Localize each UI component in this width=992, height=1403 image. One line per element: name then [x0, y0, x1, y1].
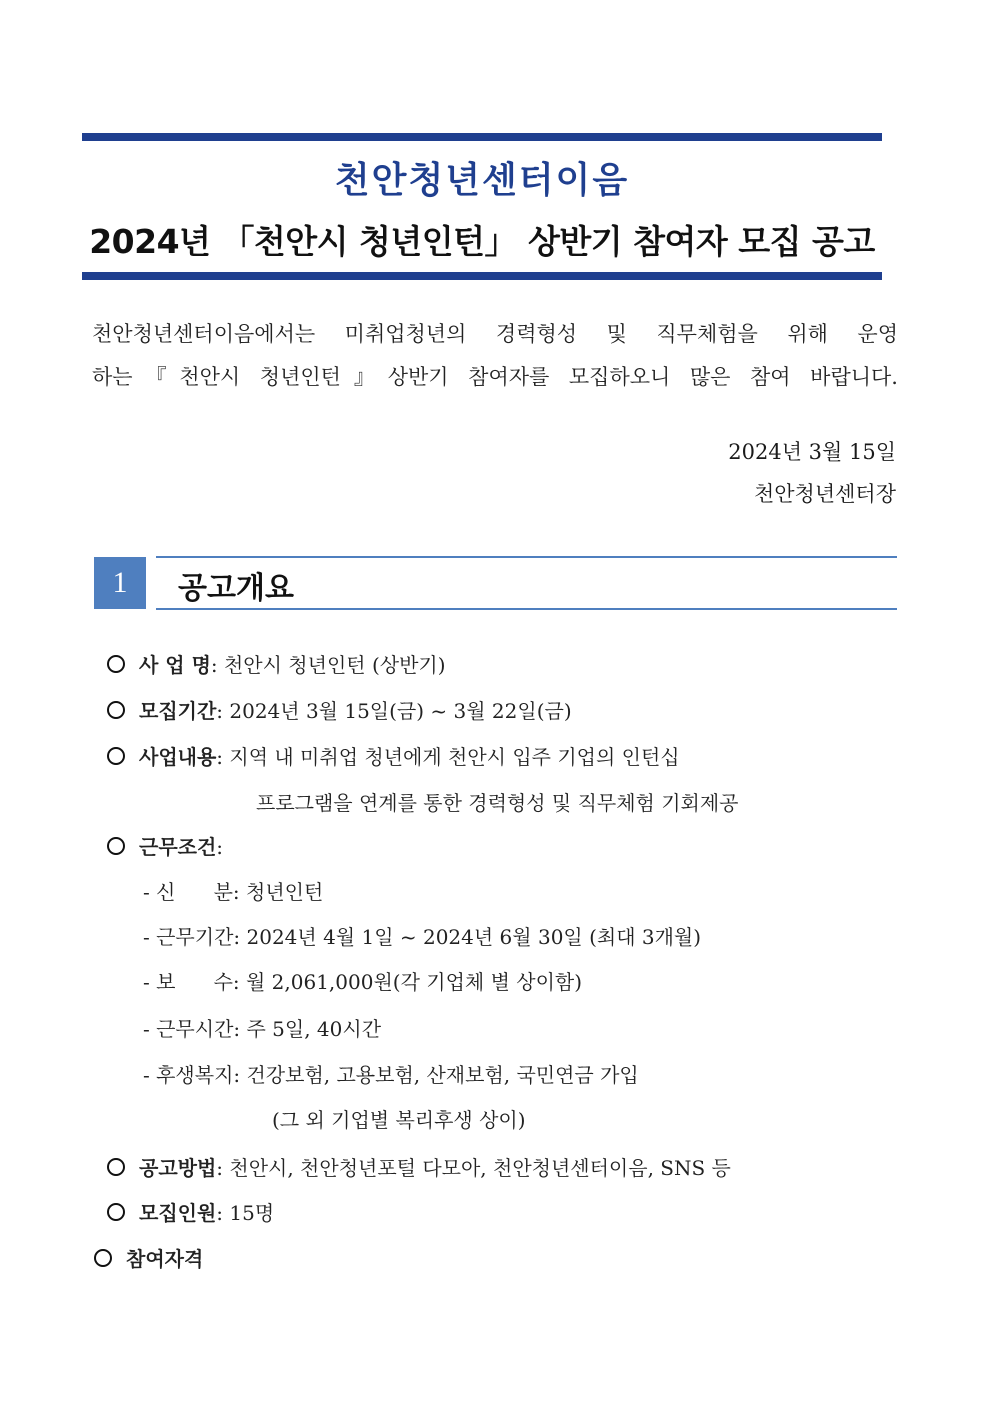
section-top-rule — [156, 556, 897, 558]
signer: 천안청년센터장 — [753, 482, 896, 506]
circle-bullet-icon — [107, 701, 125, 719]
intro-line-2: 하는『천안시 청년인턴』상반기 참여자를 모집하오니 많은 참여 바랍니다. — [92, 365, 898, 389]
item-label: 모집기간 — [139, 699, 217, 723]
list-item-business-content — [107, 741, 680, 770]
circle-bullet-icon — [107, 1203, 125, 1221]
organization-name: 천안청년센터이음 — [334, 160, 630, 201]
item-label: 근무조건 — [139, 835, 217, 859]
list-item-business-name — [107, 649, 446, 678]
list-item-qualification — [94, 1243, 203, 1272]
item-value: : — [216, 835, 224, 859]
circle-bullet-icon — [94, 1249, 112, 1267]
item-value: : 천안시 청년인턴 (상반기) — [210, 653, 446, 677]
section-title: 공고개요 — [178, 571, 294, 606]
qualification-label: 참여자격 — [126, 1247, 204, 1271]
item-label: 공고방법 — [139, 1156, 217, 1180]
business-content-continuation: 프로그램을 연계를 통한 경력형성 및 직무체험 기회제공 — [256, 791, 739, 815]
list-item-work-conditions — [107, 831, 223, 860]
item-value: : 15명 — [216, 1201, 275, 1225]
item-value: : 2024년 3월 15일(금) ~ 3월 22일(금) — [216, 699, 572, 723]
condition-welfare: - 후생복지: 건강보험, 고용보험, 산재보험, 국민연금 가입 — [143, 1063, 639, 1087]
condition-status: - 신 분: 청년인턴 — [143, 880, 324, 904]
item-value: : 천안시, 천안청년포털 다모아, 천안청년센터이음, SNS 등 — [216, 1156, 731, 1180]
announcement-date: 2024년 3월 15일 — [728, 440, 896, 464]
condition-work-period: - 근무기간: 2024년 4월 1일 ~ 2024년 6월 30일 (최대 3개월) — [143, 925, 702, 949]
condition-salary: - 보 수: 월 2,061,000원(각 기업체 별 상이함) — [143, 970, 583, 994]
list-item-recruit-period — [107, 695, 572, 724]
condition-work-hours: - 근무시간: 주 5일, 40시간 — [143, 1017, 382, 1041]
header-top-rule — [82, 133, 882, 141]
list-item-recruit-count — [107, 1197, 274, 1226]
circle-bullet-icon — [107, 655, 125, 673]
item-label: 사업내용 — [139, 745, 217, 769]
item-label: 모집인원 — [139, 1201, 217, 1225]
circle-bullet-icon — [107, 747, 125, 765]
header-bottom-rule — [82, 272, 882, 280]
circle-bullet-icon — [107, 837, 125, 855]
item-value: : 지역 내 미취업 청년에게 천안시 입주 기업의 인턴십 — [216, 745, 680, 769]
section-number-badge: 1 — [94, 557, 146, 609]
circle-bullet-icon — [107, 1158, 125, 1176]
document-title: 2024년 「천안시 청년인턴」 상반기 참여자 모집 공고 — [89, 222, 875, 261]
welfare-note: (그 외 기업별 복리후생 상이) — [272, 1108, 526, 1132]
section-bottom-rule — [156, 608, 897, 610]
list-item-announcement-method — [107, 1152, 731, 1181]
item-label: 사 업 명 — [139, 653, 211, 677]
intro-line-1: 천안청년센터이음에서는 미취업청년의 경력형성 및 직무체험을 위해 운영 — [92, 322, 898, 346]
